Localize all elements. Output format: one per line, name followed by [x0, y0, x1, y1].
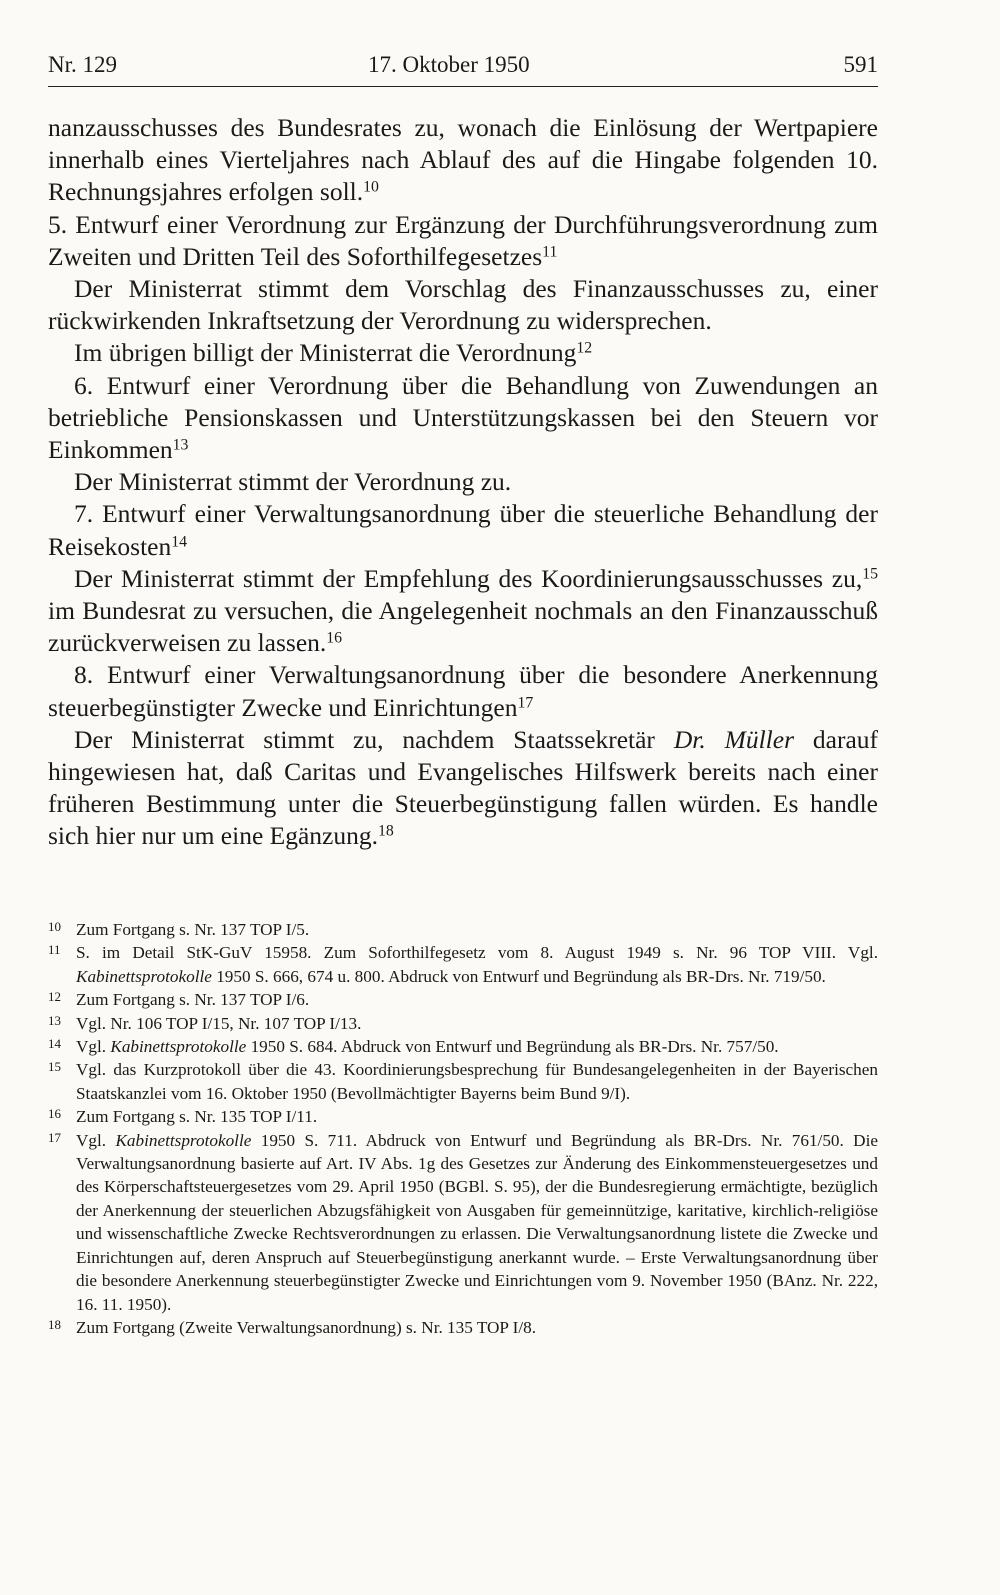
- text-run: Der Ministerrat stimmt der Empfehlung des Koordinierungsausschusses zu,: [74, 563, 863, 593]
- footnote-number: 15: [48, 1059, 61, 1075]
- footnote-ref: 15: [862, 565, 878, 583]
- paragraph-text: Der Ministerrat stimmt dem Vorschlag des Finanzausschusses zu, einer rückwirkenden Inkraftsetzung der Verordnung zu widersprechen.: [48, 274, 878, 336]
- running-header: [48, 50, 878, 87]
- paragraph: [48, 337, 878, 369]
- text-run: Der Ministerrat stimmt zu, nachdem Staatssekretär: [74, 724, 674, 754]
- text-run: S. im Detail StK-GuV 15958. Zum Soforthilfegesetz vom 8. August 1949 s. Nr. 96 TOP VIII. Vgl.: [76, 943, 878, 963]
- text-run: Zum Fortgang s. Nr. 137 TOP I/6.: [76, 990, 310, 1010]
- footnote: [48, 1105, 878, 1128]
- footnotes: [48, 918, 878, 1339]
- footnote-ref: 16: [326, 629, 343, 647]
- paragraph-text: nanzausschusses des Bundesrates zu, wonach die Einlösung der Wertpapiere innerhalb eines Vierteljahres nach Ablauf des auf die Hingabe folgenden 10. Rechnungsjahres erfolgen soll.: [48, 113, 878, 207]
- header-date: 17. Oktober 1950: [368, 52, 530, 77]
- footnote-number: 12: [48, 989, 61, 1005]
- footnote: [48, 1012, 878, 1035]
- paragraph-text: 6. Entwurf einer Verordnung über die Behandlung von Zuwendungen an betriebliche Pensionskassen und Unterstützungskassen bei den Steuern vor Einkommen: [48, 370, 878, 465]
- text-run: 1950 S. 684. Abdruck von Entwurf und Begründung als BR-Drs. Nr. 757/50.: [246, 1037, 779, 1057]
- footnote-ref: 12: [576, 339, 593, 357]
- footnote-ref: 14: [171, 532, 188, 550]
- footnote-number: 11: [48, 942, 61, 958]
- paragraph: [48, 563, 878, 660]
- paragraph: [48, 724, 878, 853]
- footnote-number: 17: [48, 1129, 61, 1145]
- text-run: Zum Fortgang s. Nr. 135 TOP I/11.: [76, 1107, 318, 1127]
- paragraph: [48, 112, 878, 209]
- text-run: Zum Fortgang (Zweite Verwaltungsanordnung) s. Nr. 135 TOP I/8.: [76, 1317, 537, 1337]
- footnote: [48, 941, 878, 988]
- text-run: Vgl.: [76, 1130, 116, 1150]
- footnote-ref: 13: [172, 436, 189, 454]
- paragraph-text: Der Ministerrat stimmt der Verordnung zu.: [74, 467, 512, 497]
- paragraph-text: 7. Entwurf einer Verwaltungsanordnung über die steuerliche Behandlung der Reisekosten: [48, 499, 878, 561]
- main-text: [48, 112, 878, 853]
- footnote-number: 14: [48, 1036, 61, 1052]
- footnote-number: 10: [48, 919, 61, 934]
- footnote-number: 16: [48, 1106, 61, 1122]
- footnote: [48, 1316, 878, 1339]
- text-run: Vgl. das Kurzprotokoll über die 43. Koordinierungsbesprechung für Bundesangelegenheiten in der Bayerischen Staatskanzlei vom 16. Oktober 1950 (Bevollmächtigter Bayerns beim Bund 9/I).: [76, 1060, 878, 1103]
- footnote-ref: 10: [363, 178, 379, 196]
- italic-run: Kabinettsprotokolle: [110, 1037, 247, 1057]
- footnote-ref: 11: [542, 243, 558, 261]
- italic-run: Dr. Müller: [673, 724, 794, 754]
- footnote-number: 18: [48, 1316, 61, 1332]
- italic-run: Kabinettsprotokolle: [76, 966, 212, 986]
- footnote: [48, 918, 878, 941]
- paragraph: [48, 659, 878, 723]
- footnote: [48, 1035, 878, 1058]
- footnote-ref: 17: [517, 693, 534, 711]
- paragraph-text: Im übrigen billigt der Ministerrat die Verordnung: [74, 338, 577, 368]
- paragraph: [48, 466, 878, 498]
- paragraph: [48, 498, 878, 562]
- paragraph: [48, 273, 878, 337]
- text-run: 1950 S. 711. Abdruck von Entwurf und Begründung als BR-Drs. Nr. 761/50. Die Verwaltungsanordnung basierte auf Art. IV Abs. 1g des Gesetzes zur Änderung des Einkommensteuergesetzes und des Körperschaftsteuergesetzes vom 29. April 1950 (BGBl. S. 95), der die Bundesregierung ermächtigte, bezüglich der Anerkennung der steuerlichen Abzugsfähigkeit von Ausgaben für gemeinnützige, karitative, kirchlich-religiöse und wissenschaftliche Zwecke Rechtsverordnungen zu erlassen. Die Verwaltungsanordnung listete die Zwecke und Einrichtungen auf, deren Anspruch auf Steuerbegünstigung anerkannt wurde. – Erste Verwaltungsanordnung über die besondere Anerkennung steuerbegünstigter Zwecke und Einrichtungen vom 9. November 1950 (BAnz. Nr. 222, 16. 11. 1950).: [76, 1130, 878, 1314]
- paragraph-text: 8. Entwurf einer Verwaltungsanordnung über die besondere Anerkennung steuerbegünstigter Zwecke und Einrichtungen: [48, 660, 878, 722]
- footnote-number: 13: [48, 1012, 61, 1028]
- text-run: im Bundesrat zu versuchen, die Angelegenheit nochmals an den Finanzausschuß zurückverweisen zu lassen.: [48, 596, 878, 658]
- footnote: [48, 988, 878, 1011]
- text-run: darauf hingewiesen hat, daß Caritas und Evangelisches Hilfswerk bereits nach einer früheren Bestimmung unter die Steuerbegünstigung fallen würden. Es handle sich hier nur um eine Egänzung.: [48, 724, 879, 851]
- text-run: 1950 S. 666, 674 u. 800. Abdruck von Entwurf und Begründung als BR-Drs. Nr. 719/50.: [211, 966, 826, 986]
- paragraph: [48, 370, 878, 467]
- footnote-ref: 18: [377, 822, 394, 840]
- italic-run: Kabinettsprotokolle: [115, 1130, 252, 1150]
- paragraph: [48, 209, 878, 273]
- text-run: Zum Fortgang s. Nr. 137 TOP I/5.: [76, 920, 310, 939]
- paragraph-text: 5. Entwurf einer Verordnung zur Ergänzung der Durchführungsverordnung zum Zweiten und Dritten Teil des Soforthilfegesetzes: [48, 209, 878, 271]
- text-run: Vgl. Nr. 106 TOP I/15, Nr. 107 TOP I/13.: [76, 1013, 362, 1033]
- footnote: [48, 1058, 878, 1105]
- document-number: Nr. 129: [48, 52, 117, 77]
- footnote: [48, 1129, 878, 1316]
- page-number: 591: [843, 52, 878, 77]
- text-run: Vgl.: [76, 1037, 111, 1057]
